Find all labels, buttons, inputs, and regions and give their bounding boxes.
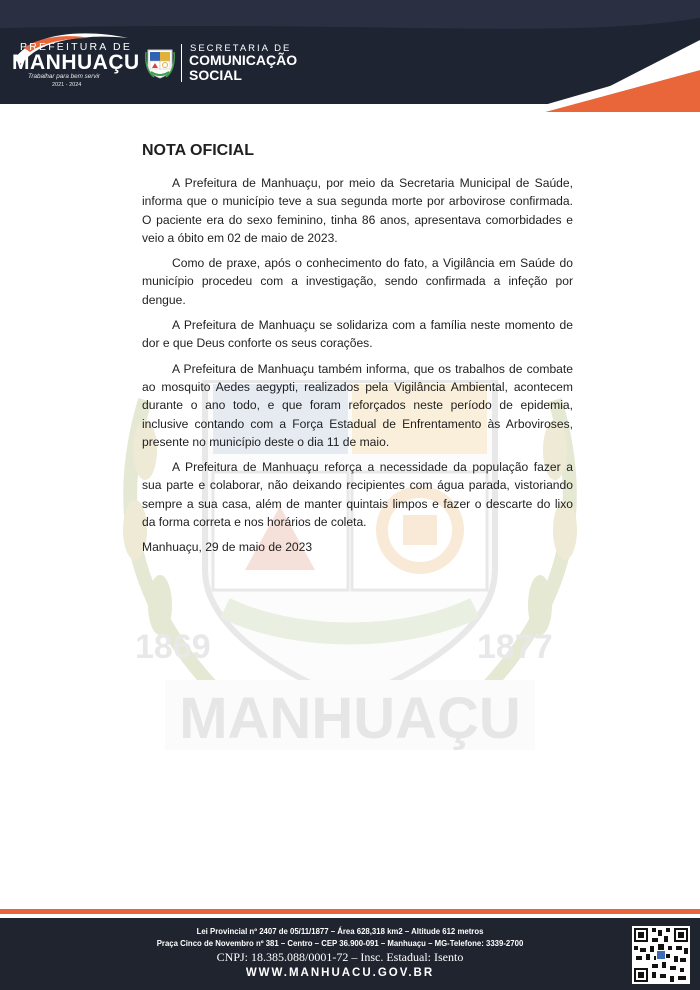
secretaria-line-2: SOCIAL [189,67,242,83]
watermark-year-left: 1869 [135,628,211,666]
footer-cnpj: CNPJ: 18.385.088/0001-72 – Insc. Estadual: Isento [216,950,464,964]
paragraph-3: A Prefeitura de Manhuaçu se solidariza com a família neste momento de dor e que Deus conforte os seus corações. [142,318,573,351]
secretaria-line-1: COMUNICAÇÃO [189,52,298,68]
page-header [0,0,700,112]
paragraph-5: A Prefeitura de Manhuaçu reforça a necessidade da população fazer a sua parte e colaborar, não deixando recipientes com água parada, vistoriando sempre a sua casa, além de manter quintais limpos e fazer o descarte do lixo da forma correta e nos horários de coleta. [142,460,573,530]
paragraph-1: A Prefeitura de Manhuaçu, por meio da Secretaria Municipal de Saúde, informa que o município teve a sua segunda morte por arbovirose confirmada. O paciente era do sexo feminino, tinha 86 anos, apresentava comorbidades e veio a óbito em 02 de maio de 2023. [142,176,573,245]
paragraph-2: Como de praxe, após o conhecimento do fato, a Vigilância em Saúde do município procedeu com a investigação, sendo confirmada a infeção por dengue. [142,256,573,307]
footer-address: Praça Cinco de Novembro nº 381 – Centro – CEP 36.900-091 – Manhuaçu – MG-Telefone: 3339-2700 [156,939,524,948]
paragraph-4: A Prefeitura de Manhuaçu também informa, que os trabalhos de combate ao mosquito Aedes aegypti, realizados pela Vigilância Ambiental, acontecem durante o ano todo, e que foram reforçados neste período de epidemia, inclusive contando com a Força Estadual de Enfrentamento às Arboviroses, presente no município deste o dia 11 de maio. [142,361,573,449]
watermark-year-right: 1877 [477,628,553,666]
qr-code-icon[interactable] [632,926,690,984]
prefeitura-tagline: Trabalhar para bem servir [28,73,100,80]
footer-website-link[interactable]: WWW.MANHUACU.GOV.BR [245,967,435,979]
secretaria-name [189,53,297,83]
city-name-logo: MANHUAÇU [12,51,140,74]
document-body [142,141,573,564]
municipal-crest-icon [145,46,175,80]
document-title: NOTA OFICIAL [142,142,254,159]
header-divider [181,44,182,82]
dateline: Manhuaçu, 29 de maio de 2023 [142,540,313,555]
secretaria-label: SECRETARIA DE [190,43,292,54]
page-footer [0,909,700,990]
administration-years: 2021 - 2024 [52,82,82,88]
prefeitura-label: PREFEITURA DE [20,41,133,53]
footer-law-info: Lei Provincial nº 2407 de 05/11/1877 – Área 628,318 km2 – Altitude 612 metros [196,927,484,936]
watermark-city-name: MANHUAÇU [179,686,521,751]
